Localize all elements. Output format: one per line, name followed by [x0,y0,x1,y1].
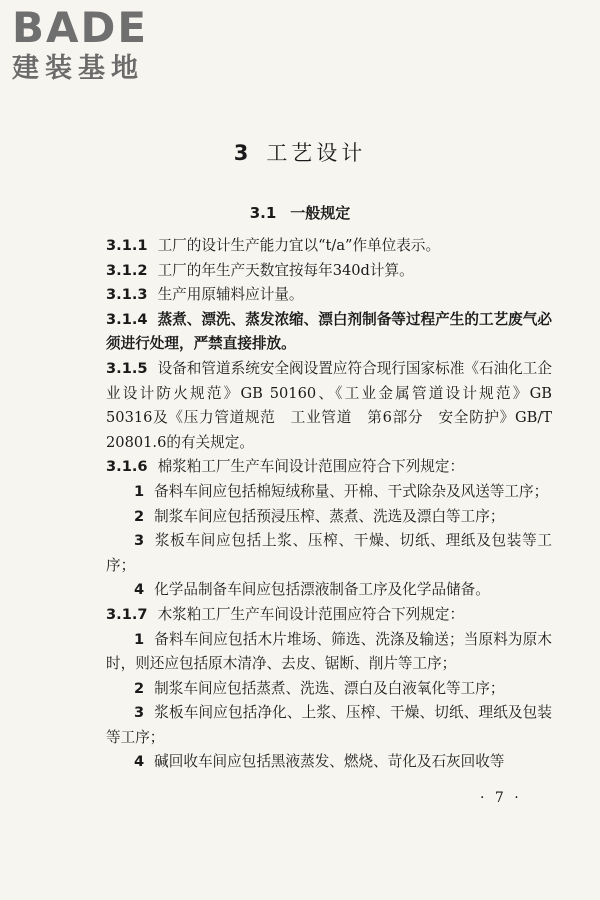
item-number: 1 [134,630,145,648]
clause-text: 蒸煮、漂洗、蒸发浓缩、漂白剂制备等过程产生的工艺废气必须进行处理，严禁直接排放。 [106,310,552,353]
item-number: 1 [134,482,145,500]
chapter-title-text: 工艺设计 [266,141,367,165]
item-text: 制浆车间应包括蒸煮、洗选、漂白及白液氧化等工序； [154,679,505,697]
item-number: 2 [134,679,145,697]
clause-number: 3.1.5 [106,359,148,377]
list-item [106,505,552,530]
item-text: 浆板车间应包括上浆、压榨、干燥、切纸、理纸及包装等工序； [106,532,552,574]
item-text: 浆板车间应包括净化、上浆、压榨、干燥、切纸、理纸及包装等工序； [106,704,552,746]
clause-3-1-4 [106,308,552,357]
section-number: 3.1 [249,204,277,222]
clause-3-1-6 [106,455,552,480]
clause-number: 3.1.1 [106,237,148,254]
clause-number: 3.1.7 [106,605,148,623]
clause-number: 3.1.4 [106,310,148,328]
clause-text: 工厂的设计生产能力宜以“t/a”作单位表示。 [157,237,441,254]
chapter-title [0,137,600,167]
item-text: 制浆车间应包括预浸压榨、蒸煮、洗选及漂白等工序； [154,507,505,525]
clause-number: 3.1.2 [106,261,148,279]
clause-text: 设备和管道系统安全阀设置应符合现行国家标准《石油化工企业设计防火规范》GB 50160、《工业金属管道设计规范》GB 50316及《压力管道规范 工业管道 第6部分 安全防护》GB/T 20801.6的有关规定。 [106,359,552,451]
clause-3-1-1 [106,234,552,259]
list-item [106,480,552,505]
list-item [106,628,552,677]
item-text: 备料车间应包括棉短绒称量、开棉、干式除杂及风送等工序； [154,482,549,500]
item-number: 4 [134,753,145,771]
list-item [106,529,552,578]
clause-3-1-7 [106,603,552,628]
clause-number: 3.1.3 [106,286,148,304]
list-item [106,578,552,603]
item-number: 2 [134,507,145,525]
clause-number: 3.1.6 [106,458,148,476]
logo-brand: BADE [12,3,149,52]
item-text: 化学品制备车间应包括漂液制备工序及化学品储备。 [154,581,490,599]
list-item [106,750,552,775]
item-text: 备料车间应包括木片堆场、筛选、洗涤及输送；当原料为原木时，则还应包括原木清净、去皮、锯断、削片等工序； [106,630,552,673]
clause-text: 工厂的年生产天数宜按每年340d计算。 [157,261,414,279]
site-logo [12,3,182,86]
section-title [0,202,600,223]
list-item [106,701,552,750]
list-item [106,677,552,702]
document-body [106,234,552,775]
chapter-number: 3 [233,141,253,165]
page-number: · 7 · [480,790,522,806]
section-title-text: 一般规定 [290,204,351,222]
item-text: 碱回收车间应包括黑液蒸发、燃烧、苛化及石灰回收等 [154,753,505,771]
clause-text: 木浆粕工厂生产车间设计范围应符合下列规定： [157,605,465,623]
item-number: 3 [134,704,145,722]
item-number: 4 [134,581,145,599]
clause-3-1-3 [106,283,552,308]
logo-subtitle: 建装基地 [12,53,144,84]
item-number: 3 [134,532,145,550]
clause-text: 生产用原辅料应计量。 [157,286,304,304]
clause-3-1-2 [106,259,552,284]
clause-text: 棉浆粕工厂生产车间设计范围应符合下列规定： [157,458,465,476]
clause-3-1-5 [106,357,552,455]
